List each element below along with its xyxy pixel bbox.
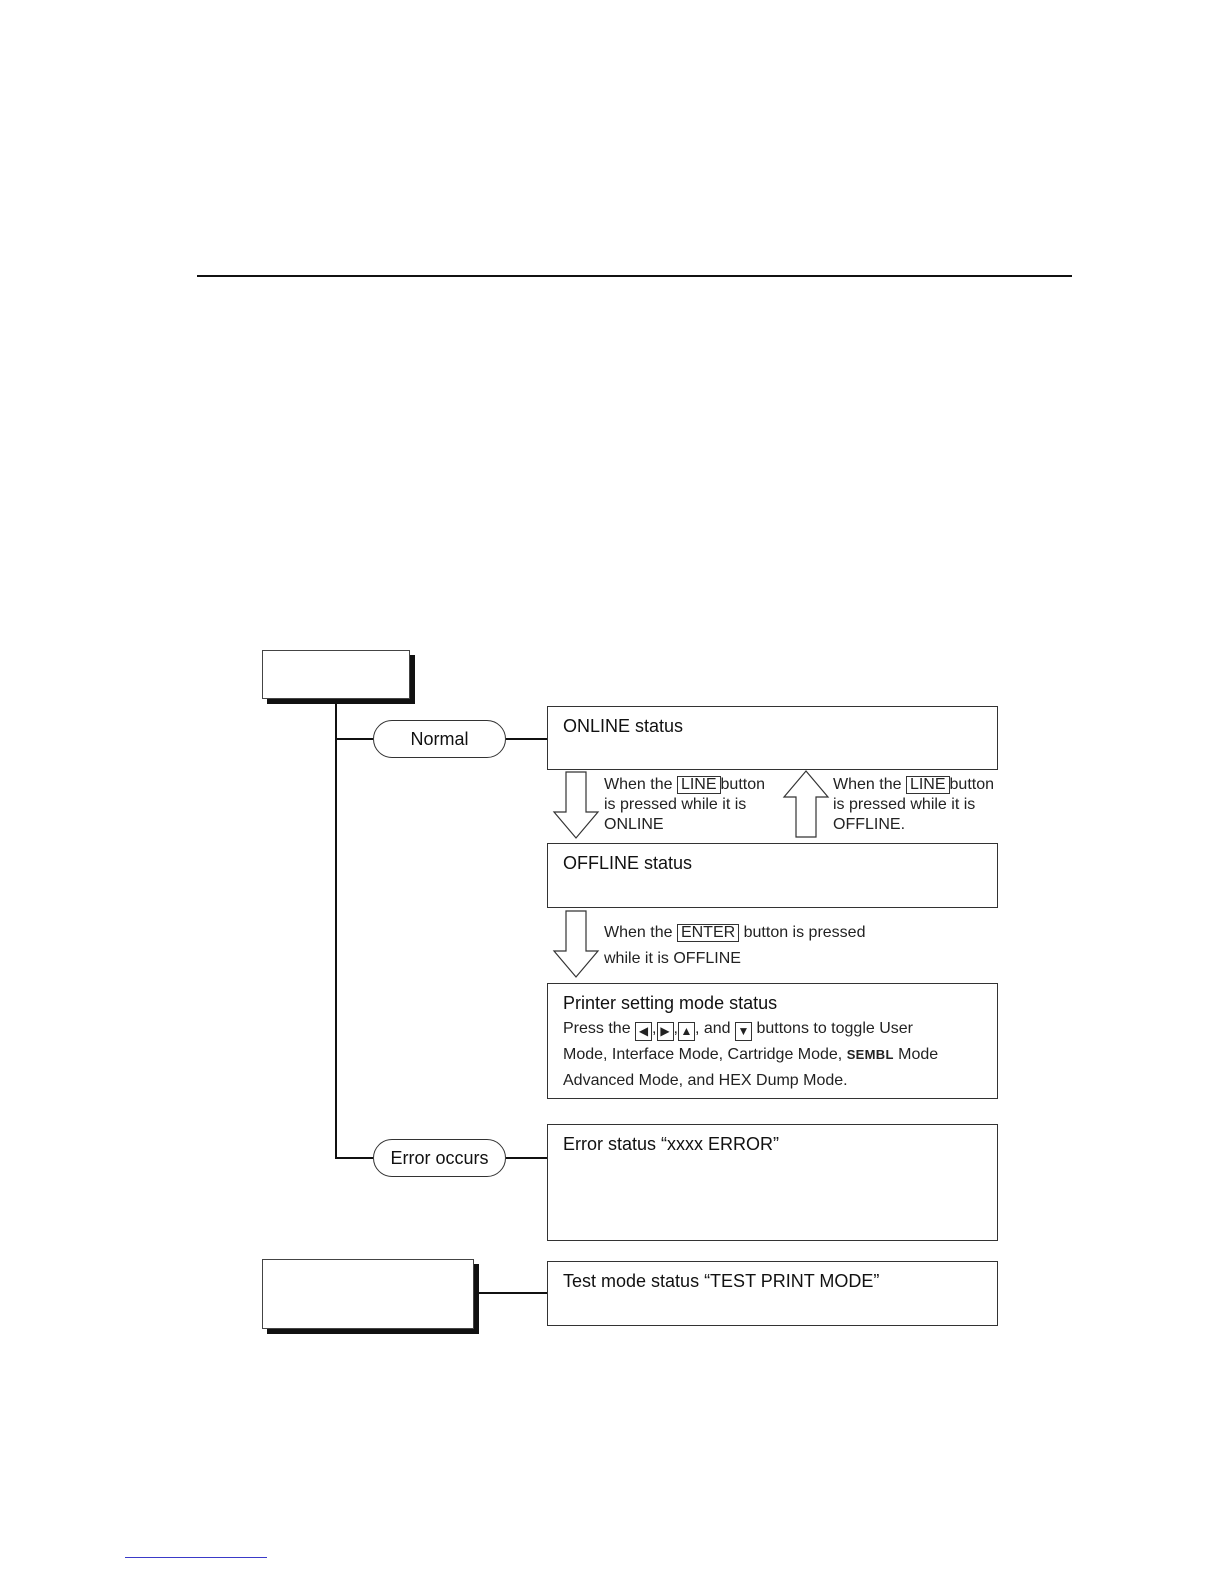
error-status-box (547, 1124, 998, 1241)
settings-press-text: Press the (563, 1020, 631, 1037)
test-mode-status-title: Test mode status “TEST PRINT MODE” (563, 1271, 880, 1291)
line-key-cap: LINE (906, 776, 950, 794)
line-key-cap: LINE (677, 776, 721, 794)
settings-after-text: buttons to toggle User (756, 1020, 913, 1037)
settings-sembl-text: SEMBL (846, 1047, 894, 1062)
header-rule (197, 275, 1072, 277)
to-online-post: button (949, 776, 994, 793)
to-settings-description (604, 920, 904, 972)
offline-status-title: OFFLINE status (563, 853, 693, 873)
error-branch-label: Error occurs (373, 1139, 506, 1177)
settings-line3: Advanced Mode, and HEX Dump Mode. (563, 1072, 848, 1089)
to-settings-pre: When the (604, 924, 673, 941)
to-settings-line2: while it is OFFLINE (604, 950, 741, 967)
settings-line2a: Mode, Interface Mode, Cartridge Mode, (563, 1046, 843, 1063)
normal-branch-label: Normal (373, 720, 506, 758)
settings-and-text: , and (694, 1020, 731, 1037)
footer-link-underline (125, 1557, 267, 1558)
online-status-box (547, 706, 998, 770)
to-online-description (833, 775, 1013, 835)
error-status-title: Error status “xxxx ERROR” (563, 1134, 780, 1154)
trunk-line (335, 699, 337, 1159)
offline-status-box (547, 843, 998, 908)
normal-connector-right (506, 738, 548, 740)
to-offline-pre: When the (604, 776, 673, 793)
up-arrow-key-icon: ▲ (678, 1022, 695, 1041)
power-on-box (262, 650, 410, 699)
printer-setting-mode-box (547, 983, 998, 1099)
printer-setting-mode-title: Printer setting mode status (563, 993, 778, 1013)
to-offline-description (604, 775, 779, 835)
online-status-title: ONLINE status (563, 716, 684, 736)
normal-connector-left (335, 738, 373, 740)
to-offline-post: button (720, 776, 765, 793)
enter-key-cap: ENTER (677, 924, 739, 942)
to-offline-line3: ONLINE (604, 816, 664, 833)
to-settings-post: button is pressed (743, 924, 866, 941)
down-arrow-to-offline (552, 772, 600, 840)
to-online-line2: is pressed while it is (833, 796, 976, 813)
printer-setting-mode-body: Press the ◀ , ▶ , ▲ , and ▼ buttons to toggle User Mode, Interface Mode, Cartridge Mode, SEMBL Mode Advanced Mode, and HEX Dump Mode. (563, 1016, 982, 1094)
settings-line2c: Mode (898, 1046, 939, 1063)
right-arrow-key-icon: ▶ (657, 1022, 674, 1041)
to-offline-line2: is pressed while it is (604, 796, 747, 813)
up-arrow-to-online (782, 771, 830, 839)
test-mode-entry-box (262, 1259, 474, 1329)
down-arrow-key-icon: ▼ (735, 1022, 752, 1041)
test-mode-status-box (547, 1261, 998, 1326)
error-connector-left (335, 1157, 373, 1159)
error-connector-right (506, 1157, 548, 1159)
down-arrow-to-settings (552, 911, 600, 979)
test-connector (479, 1292, 548, 1294)
to-online-line3: OFFLINE. (833, 816, 906, 833)
left-arrow-key-icon: ◀ (635, 1022, 652, 1041)
to-online-pre: When the (833, 776, 902, 793)
